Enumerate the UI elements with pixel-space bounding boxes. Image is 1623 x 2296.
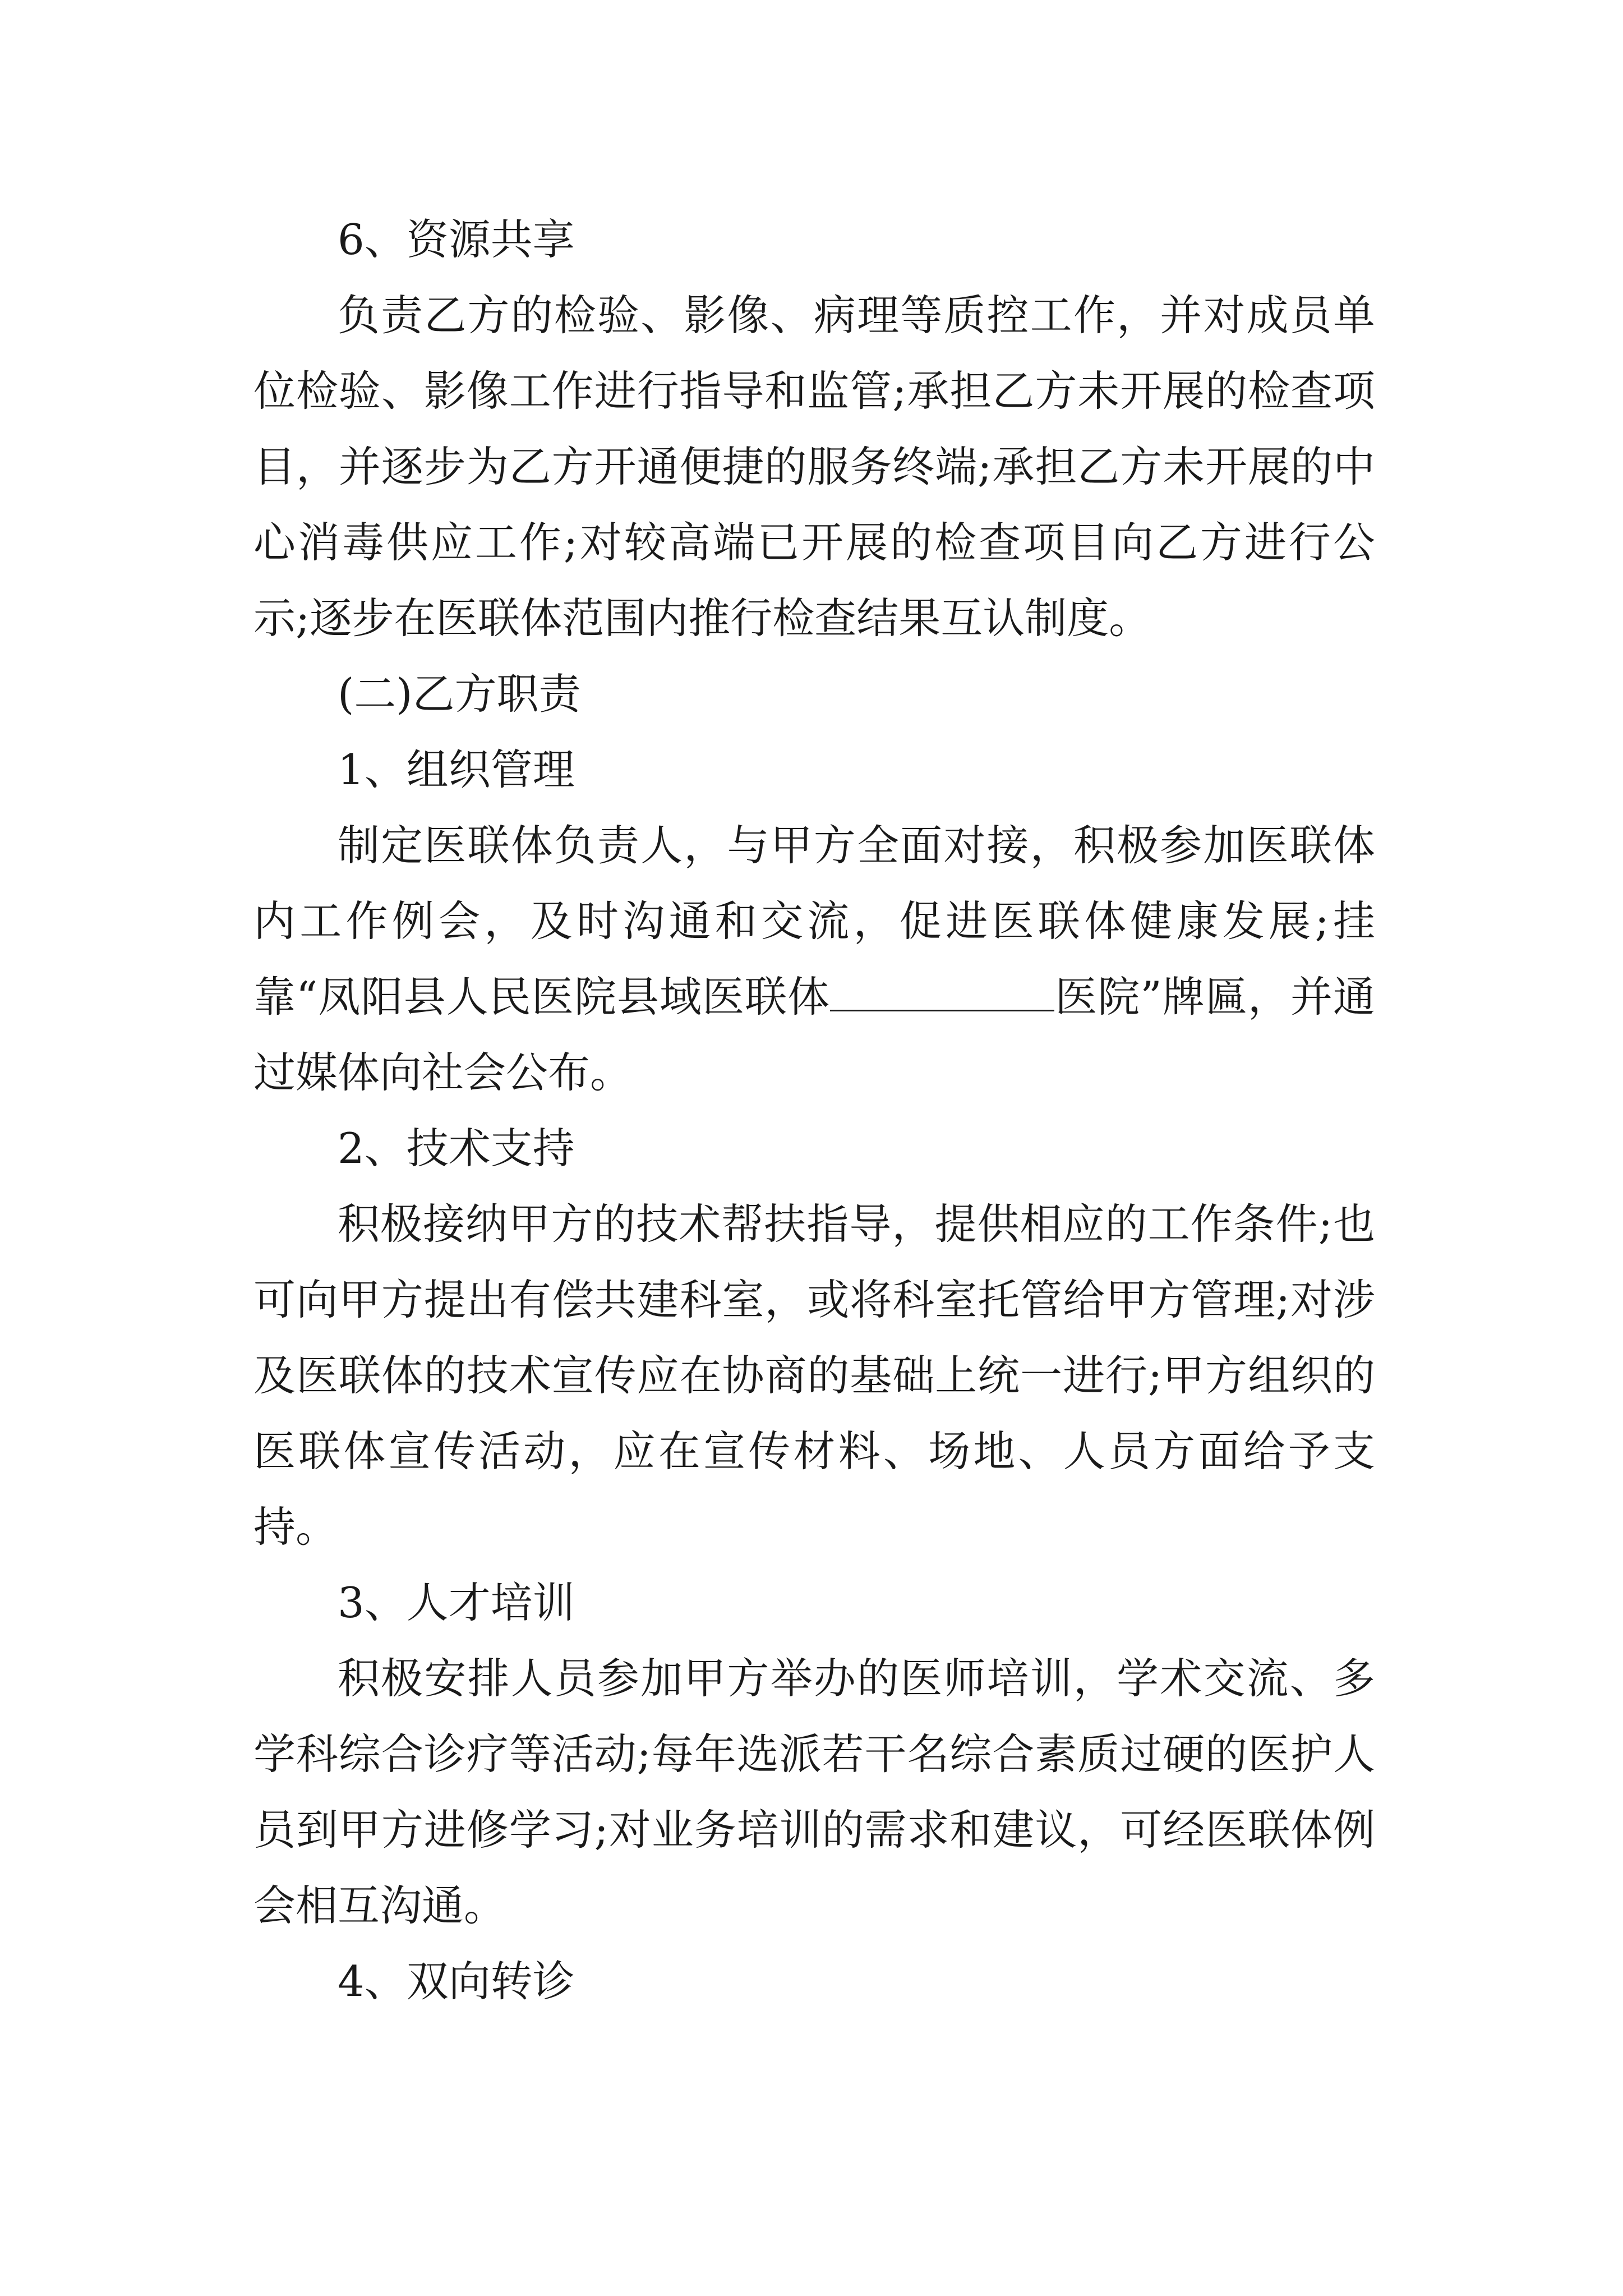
section-heading-organization-management: 1、组织管理: [338, 745, 575, 794]
section-heading-resource-sharing: 6、资源共享: [338, 215, 575, 264]
section-heading-talent-training: 3、人才培训: [338, 1578, 575, 1627]
paragraph-text-after-blank: 医院”牌匾，并通过媒体向社会公布。: [253, 972, 1376, 1097]
paragraph-resource-sharing: 负责乙方的检验、影像、病理等质控工作，并对成员单位检验、影像工作进行指导和监管;承担乙方未开展的检查项目，并逐步为乙方开通便捷的服务终端;承担乙方未开展的中心消毒供应工作;对较高端已开展的检查项目向乙方进行公示;逐步在医联体范围内推行检查结果互认制度。: [253, 291, 1375, 643]
fill-in-blank-line: [830, 972, 1054, 1011]
section-heading-party-b-duties: (二)乙方职责: [338, 669, 581, 719]
paragraph-technical-support: 积极接纳甲方的技术帮扶指导，提供相应的工作条件;也可向甲方提出有偿共建科室，或将科室托管给甲方管理;对涉及医联体的技术宣传应在协商的基础上统一进行;甲方组织的医联体宣传活动，应在宣传材料、场地、人员方面给予支持。: [253, 1199, 1375, 1552]
paragraph-talent-training: 积极安排人员参加甲方举办的医师培训，学术交流、多学科综合诊疗等活动;每年选派若干名综合素质过硬的医护人员到甲方进修学习;对业务培训的需求和建议，可经医联体例会相互沟通。: [253, 1654, 1375, 1930]
document-body: [253, 202, 1375, 2019]
paragraph-organization-management: [253, 808, 1375, 1111]
paragraph-text-before-blank: 制定医联体负责人，与甲方全面对接，积极参加医联体内工作例会，及时沟通和交流，促进医联体健康发展;挂靠“凤阳县人民医院县域医联体: [253, 821, 1375, 1022]
section-heading-technical-support: 2、技术支持: [338, 1124, 575, 1173]
section-heading-two-way-referral: 4、双向转诊: [338, 1957, 575, 2006]
